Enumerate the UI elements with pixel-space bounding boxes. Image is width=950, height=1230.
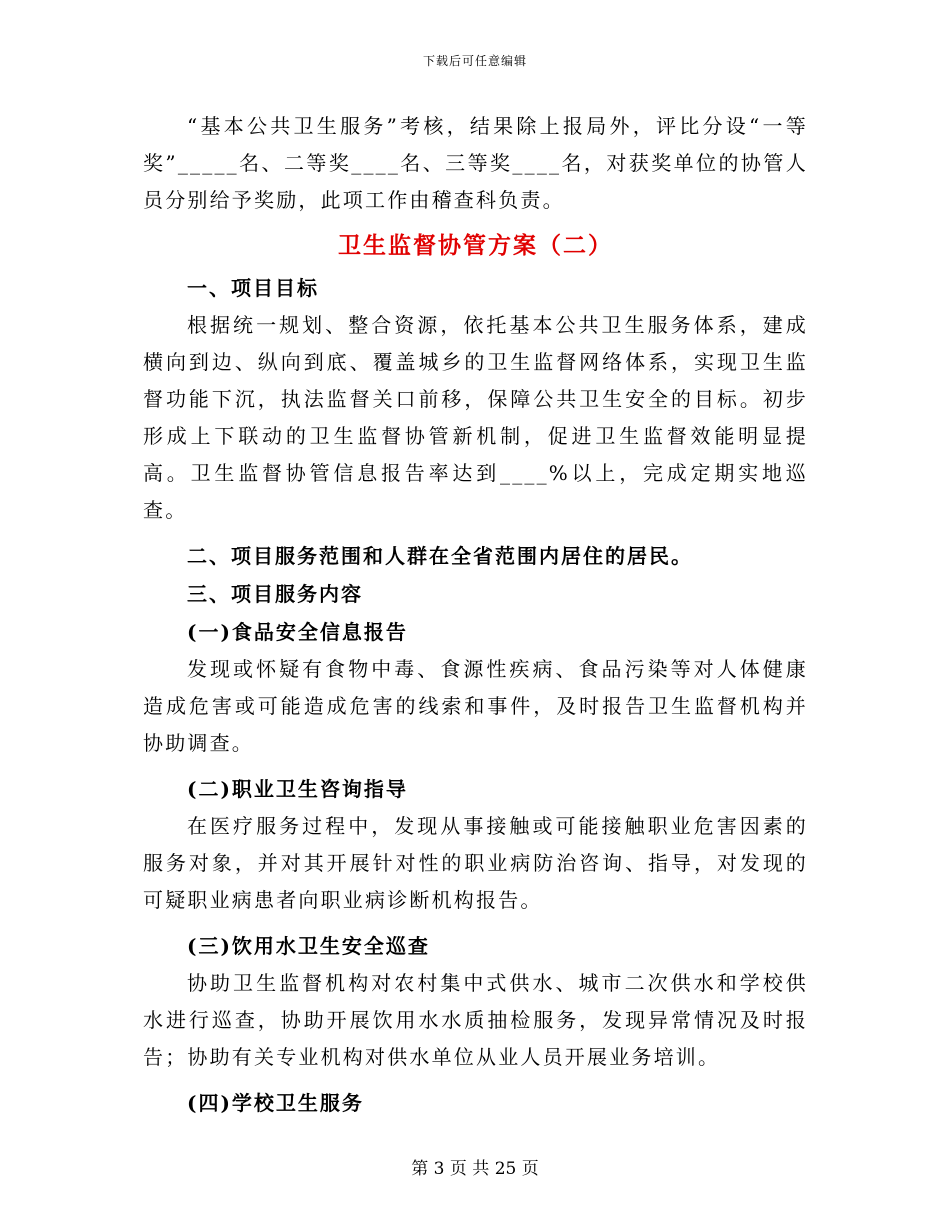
subsection-1-heading: (一)食品安全信息报告	[187, 620, 408, 644]
subsection-3-body: 协助卫生监督机构对农村集中式供水、城市二次供水和学校供水进行巡查，协助开展饮用水水质抽检服务，发现异常情况及时报告；协助有关专业机构对供水单位从业人员开展业务培训。	[143, 971, 808, 1069]
subsection-1-body: 发现或怀疑有食物中毒、食源性疾病、食品污染等对人体健康造成危害或可能造成危害的线索和事件，及时报告卫生监督机构并协助调查。	[143, 657, 808, 755]
section-1-body: 根据统一规划、整合资源，依托基本公共卫生服务体系，建成横向到边、纵向到底、覆盖城乡的卫生监督网络体系，实现卫生监督功能下沉，执法监督关口前移，保障公共卫生安全的目标。初步形成上下联动的卫生监督协管新机制，促进卫生监督效能明显提高。卫生监督协管信息报告率达到____%以上，完成定期实地巡查。	[143, 313, 808, 522]
subsection-2-body: 在医疗服务过程中，发现从事接触或可能接触职业危害因素的服务对象，并对其开展针对性的职业病防治咨询、指导，对发现的可疑职业病患者向职业病诊断机构报告。	[143, 814, 808, 912]
page-number-footer: 第 3 页 共 25 页	[411, 1159, 539, 1179]
section-2-heading: 二、项目服务范围和人群在全省范围内居住的居民。	[187, 544, 693, 568]
document-body	[143, 108, 808, 1122]
section-1-heading: 一、项目目标	[187, 276, 319, 300]
page-header-note: 下载后可任意编辑	[422, 54, 527, 68]
subsection-4-heading: (四)学校卫生服务	[187, 1091, 364, 1115]
document-title: 卫生监督协管方案（二）	[338, 232, 613, 259]
section-3-heading: 三、项目服务内容	[187, 582, 363, 606]
subsection-2-heading: (二)职业卫生咨询指导	[187, 777, 408, 801]
subsection-3-heading: (三)饮用水卫生安全巡查	[187, 934, 430, 958]
intro-paragraph: “基本公共卫生服务”考核，结果除上报局外，评比分设“一等奖”_____名、二等奖____名、三等奖____名，对获奖单位的协管人员分别给予奖励，此项工作由稽查科负责。	[143, 114, 808, 212]
